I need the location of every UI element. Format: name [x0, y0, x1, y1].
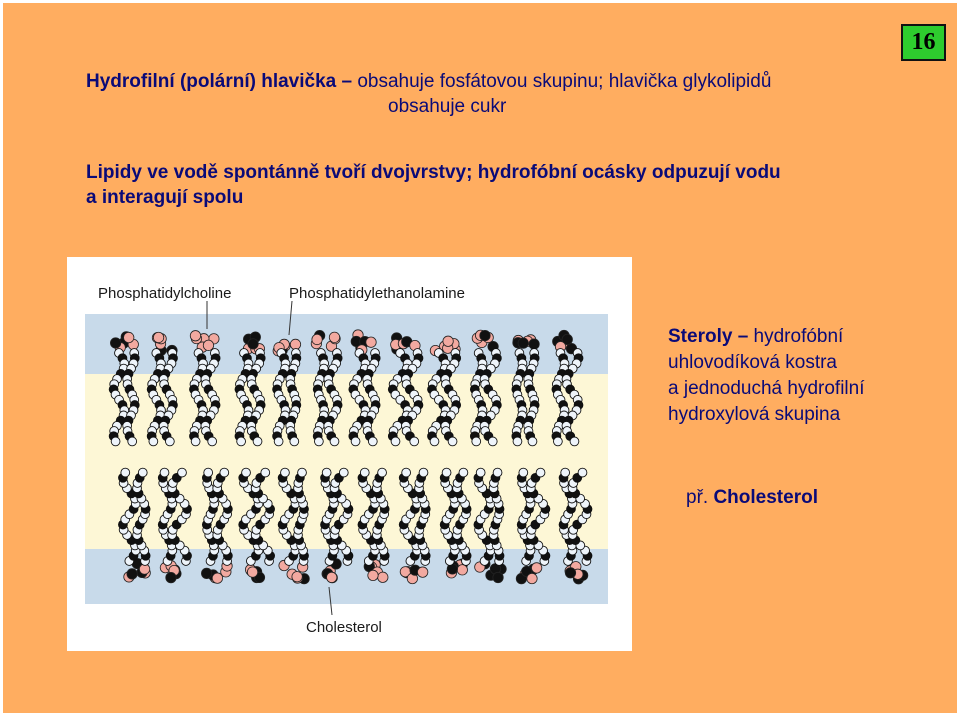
tail-atom — [237, 437, 246, 446]
tail-atom — [513, 437, 522, 446]
head-atom — [527, 573, 537, 583]
tail-atom — [160, 468, 169, 477]
tail-atom — [128, 437, 137, 446]
tail-atom — [149, 437, 158, 446]
tail-atom — [111, 437, 120, 446]
tail-atom — [330, 437, 339, 446]
head-atom — [378, 572, 388, 582]
slide-number-badge: 16 — [901, 24, 946, 61]
tail-atom — [360, 468, 369, 477]
label-phosphatidylcholine: Phosphatidylcholine — [98, 285, 232, 302]
tail-atom — [191, 437, 200, 446]
tail-atom — [472, 437, 481, 446]
head-atom — [247, 567, 257, 577]
tail-atom — [298, 468, 307, 477]
tail-atom — [459, 468, 468, 477]
head-atom — [368, 570, 378, 580]
example-prefix: př. — [686, 487, 714, 508]
sterols-line1: hydrofóbní — [753, 326, 844, 347]
tail-atom — [253, 437, 262, 446]
sterols-dash: – — [732, 326, 754, 347]
tail-atom — [138, 468, 147, 477]
head-atom — [127, 569, 137, 579]
head-atom — [248, 339, 258, 349]
head-atom — [326, 572, 336, 582]
head-atom — [366, 337, 376, 347]
sterols-term: Steroly — [668, 326, 733, 347]
tail-atom — [578, 468, 587, 477]
tail-atom — [476, 468, 485, 477]
sterols-line2: uhlovodíková kostra — [668, 352, 837, 373]
head-atom — [518, 338, 528, 348]
head-atom — [443, 336, 453, 346]
tail-atom — [220, 468, 229, 477]
head-atom — [312, 334, 322, 344]
tail-atom — [261, 468, 270, 477]
tail-atom — [402, 468, 411, 477]
tail-atom — [570, 437, 579, 446]
head-atom — [493, 572, 503, 582]
head-atom — [529, 339, 539, 349]
head-atom — [212, 573, 222, 583]
tail-atom — [322, 468, 331, 477]
tail-atom — [419, 468, 428, 477]
tail-atom — [314, 437, 323, 446]
lipid-bilayer-figure — [67, 257, 632, 651]
tail-atom — [290, 437, 299, 446]
head-atom — [124, 332, 134, 342]
lipid-bilayer-illustration — [67, 257, 632, 651]
bilayer-paragraph — [86, 160, 886, 210]
tail-atom — [391, 437, 400, 446]
head-atom — [329, 332, 339, 342]
tail-atom — [488, 437, 497, 446]
hydrophilic-head-desc-line2: obsahuje cukr — [388, 96, 507, 117]
cholesterol-example — [686, 487, 818, 509]
tail-atom — [351, 437, 360, 446]
tail-atom — [368, 437, 377, 446]
head-atom — [190, 331, 200, 341]
bilayer-line2: a interagují spolu — [86, 187, 244, 208]
tail-atom — [281, 468, 290, 477]
label-phosphatidylethanolamine: Phosphatidylethanolamine — [289, 285, 465, 302]
tail-atom — [561, 468, 570, 477]
hydrophilic-head-desc-line1: obsahuje fosfátovou skupinu; hlavička glykolipidů — [357, 71, 772, 92]
tail-atom — [519, 468, 528, 477]
head-atom — [457, 565, 467, 575]
head-atom — [203, 340, 213, 350]
tail-atom — [274, 437, 283, 446]
tail-atom — [204, 468, 213, 477]
tail-atom — [339, 468, 348, 477]
example-term: Cholesterol — [713, 487, 818, 508]
head-atom — [110, 338, 120, 348]
tail-atom — [410, 437, 419, 446]
tail-atom — [442, 468, 451, 477]
head-atom — [166, 572, 176, 582]
head-atom — [417, 567, 427, 577]
tail-atom — [493, 468, 502, 477]
slide — [3, 3, 957, 713]
tail-atom — [536, 468, 545, 477]
tail-atom — [208, 437, 217, 446]
tail-atom — [448, 437, 457, 446]
sterols-line3: a jednoduchá hydrofilní — [668, 378, 865, 399]
tail-atom — [553, 437, 562, 446]
hydrophilic-head-paragraph — [86, 69, 771, 119]
tail-atom — [242, 468, 251, 477]
term-dash: – — [336, 71, 358, 92]
head-atom — [480, 330, 490, 340]
head-atom — [201, 568, 211, 578]
tail-atom — [528, 437, 537, 446]
head-atom — [292, 572, 302, 582]
tail-atom — [178, 468, 187, 477]
sterols-paragraph — [668, 324, 948, 428]
tail-atom — [165, 437, 174, 446]
hydrophilic-head-term: Hydrofilní (polární) hlavička — [86, 71, 337, 92]
label-cholesterol: Cholesterol — [306, 619, 382, 636]
head-atom — [153, 332, 163, 342]
head-atom — [290, 339, 300, 349]
head-atom — [531, 563, 541, 573]
head-atom — [565, 568, 575, 578]
tail-atom — [121, 468, 130, 477]
bilayer-line1: Lipidy ve vodě spontánně tvoří dvojvrstvy; hydrofóbní ocásky odpuzují vodu — [86, 162, 781, 183]
tail-atom — [378, 468, 387, 477]
sterols-line4: hydroxylová skupina — [668, 404, 841, 425]
tail-atom — [430, 437, 439, 446]
